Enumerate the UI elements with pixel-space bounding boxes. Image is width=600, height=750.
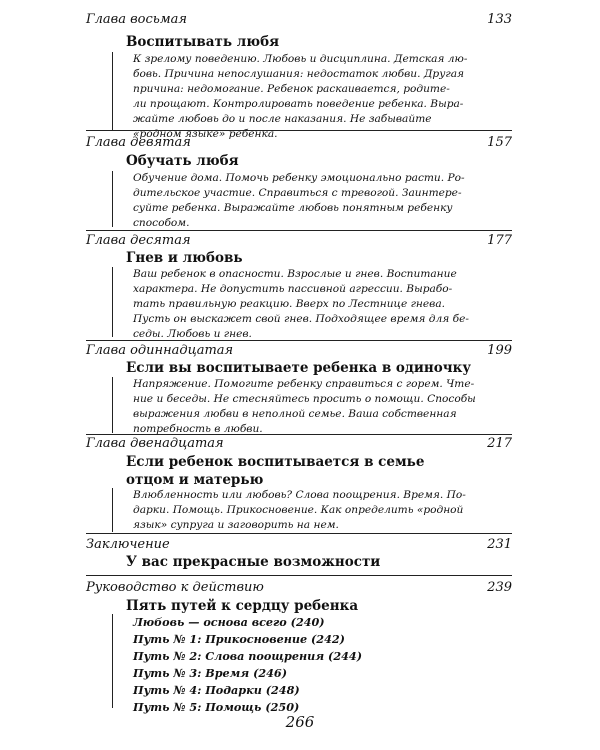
subsection-item: Путь № 1: Прикосновение (242): [133, 632, 345, 646]
description-line: К зрелому поведению. Любовь и дисциплина. Детская лю-: [133, 53, 468, 65]
description-line: характера. Не допустить пассивной агрессии. Вырабо-: [133, 283, 453, 295]
description-line: жайте любовь до и после наказания. Не забывайте: [133, 113, 432, 125]
chapter-label: Глава десятая: [86, 233, 191, 248]
description-line: «родном языке» ребенка.: [133, 128, 278, 140]
description-bar: [112, 267, 113, 337]
chapter-label: Руководство к действию: [86, 580, 264, 595]
chapter-description: [133, 377, 513, 437]
chapter-title-line: У вас прекрасные возможности: [126, 554, 381, 570]
chapter-page-number: 157: [487, 135, 512, 150]
chapter-title: [126, 359, 496, 377]
chapter-description: [133, 171, 513, 231]
description-line: дительское участие. Справиться с тревогой. Заинтере-: [133, 187, 462, 199]
section-divider: [86, 575, 512, 576]
description-line: потребность в любви.: [133, 423, 263, 435]
description-bar: [112, 171, 113, 227]
description-bar: [112, 488, 113, 532]
chapter-title: [126, 553, 496, 571]
subsection-item: Путь № 4: Подарки (248): [133, 683, 300, 697]
chapter-label: Заключение: [86, 537, 170, 552]
chapter-label: Глава девятая: [86, 135, 191, 150]
section-divider: [86, 533, 512, 534]
subsection-item: Путь № 5: Помощь (250): [133, 700, 300, 714]
chapter-label: Глава одиннадцатая: [86, 343, 234, 358]
description-line: Пусть он выскажет свой гнев. Подходящее время для бе-: [133, 313, 469, 325]
chapter-heading: [86, 10, 512, 30]
description-line: суйте ребенка. Выражайте любовь понятным ребенку: [133, 202, 453, 214]
chapter-page-number: 231: [487, 537, 512, 552]
chapter-label: Глава двенадцатая: [86, 436, 224, 451]
description-bar: [112, 52, 113, 130]
chapter-heading: [86, 434, 512, 454]
description-line: способом.: [133, 217, 190, 229]
chapter-title: [126, 249, 496, 267]
subsection-item: Путь № 2: Слова поощрения (244): [133, 649, 362, 663]
chapter-title-line: Пять путей к сердцу ребенка: [126, 598, 359, 614]
description-line: ние и беседы. Не стесняйтесь просить о помощи. Способы: [133, 393, 476, 405]
description-line: выражения любви в неполной семье. Ваша собственная: [133, 408, 457, 420]
description-line: Обучение дома. Помочь ребенку эмоционально расти. Ро-: [133, 172, 465, 184]
chapter-title: [126, 453, 496, 489]
page-number: 266: [285, 713, 315, 731]
chapter-title-line: Гнев и любовь: [126, 250, 243, 266]
section-divider: [86, 130, 512, 131]
description-line: Напряжение. Помогите ребенку справиться с горем. Чте-: [133, 378, 475, 390]
chapter-heading: [86, 578, 512, 598]
chapter-heading: [86, 133, 512, 153]
chapter-heading: [86, 231, 512, 251]
description-line: причина: недомогание. Ребенок раскаивается, родите-: [133, 83, 450, 95]
chapter-page-number: 239: [487, 580, 512, 595]
chapter-description: [133, 52, 513, 142]
chapter-page-number: 217: [487, 436, 512, 451]
chapter-title-line: отцом и матерью: [126, 472, 264, 488]
chapter-title: [126, 597, 496, 615]
description-line: Ваш ребенок в опасности. Взрослые и гнев. Воспитание: [133, 268, 457, 280]
chapter-description: [133, 267, 513, 342]
description-line: седы. Любовь и гнев.: [133, 328, 252, 340]
chapter-page-number: 177: [487, 233, 512, 248]
chapter-title: [126, 33, 496, 51]
description-line: ли прощают. Контролировать поведение ребенка. Выра-: [133, 98, 464, 110]
chapter-label: Глава восьмая: [86, 12, 187, 27]
description-line: тать правильную реакцию. Вверх по Лестнице гнева.: [133, 298, 446, 310]
description-bar: [112, 614, 113, 708]
chapter-title-line: Обучать любя: [126, 153, 239, 169]
description-line: бовь. Причина непослушания: недостаток любви. Другая: [133, 68, 465, 80]
chapter-description: [133, 488, 513, 533]
description-line: Влюбленность или любовь? Слова поощрения. Время. По-: [133, 489, 466, 501]
chapter-page-number: 199: [487, 343, 512, 358]
subsection-item: Любовь — основа всего (240): [133, 615, 325, 629]
chapter-heading: [86, 535, 512, 555]
chapter-title-line: Воспитывать любя: [126, 34, 280, 50]
chapter-title-line: Если вы воспитываете ребенка в одиночку: [126, 360, 472, 376]
chapter-title: [126, 152, 496, 170]
description-bar: [112, 377, 113, 433]
chapter-page-number: 133: [487, 12, 512, 27]
subsection-item: Путь № 3: Время (246): [133, 666, 288, 680]
description-line: язык» супруга и заговорить на нем.: [133, 519, 339, 531]
chapter-heading: [86, 341, 512, 361]
chapter-title-line: Если ребенок воспитывается в семье: [126, 454, 425, 470]
description-line: дарки. Помощь. Прикосновение. Как определить «родной: [133, 504, 464, 516]
